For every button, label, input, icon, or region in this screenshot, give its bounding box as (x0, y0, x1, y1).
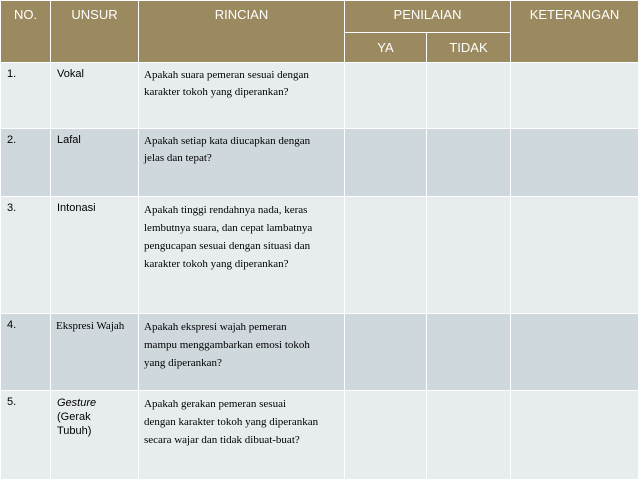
header-no: NO. (1, 1, 51, 63)
cell-keterangan[interactable] (511, 63, 638, 129)
row-number: 4. (1, 314, 51, 391)
row-unsur (51, 197, 139, 314)
header-unsur: UNSUR (51, 1, 139, 63)
rincian-line: Apakah suara pemeran sesuai dengan (144, 67, 342, 84)
unsur-line: Gesture (57, 396, 134, 410)
cell-keterangan[interactable] (511, 129, 638, 197)
rincian-line: karakter tokoh yang diperankan? (144, 84, 342, 101)
rincian-line: Apakah setiap kata diucapkan dengan (144, 133, 342, 150)
unsur-line: Ekspresi Wajah (56, 318, 134, 335)
table-row (1, 129, 638, 197)
table-row (1, 314, 638, 391)
rincian-line: jelas dan tepat? (144, 150, 342, 167)
header-row (1, 1, 638, 33)
row-rincian (139, 197, 345, 314)
rincian-line: mampu menggambarkan emosi tokoh (144, 336, 342, 354)
header-penilaian: PENILAIAN (345, 1, 511, 33)
table-row (1, 63, 638, 129)
rincian-line: lembutnya suara, dan cepat lambatnya (144, 219, 342, 237)
cell-ya[interactable] (345, 314, 427, 391)
row-rincian (139, 391, 345, 480)
cell-tidak[interactable] (427, 63, 511, 129)
header-keterangan: KETERANGAN (511, 1, 638, 63)
table-row (1, 197, 638, 314)
header-rincian: RINCIAN (139, 1, 345, 63)
rincian-line: secara wajar dan tidak dibuat-buat? (144, 431, 342, 449)
header-ya: YA (345, 33, 427, 63)
cell-keterangan[interactable] (511, 314, 638, 391)
cell-tidak[interactable] (427, 129, 511, 197)
rincian-line: Apakah tinggi rendahnya nada, keras (144, 201, 342, 219)
row-rincian (139, 314, 345, 391)
cell-keterangan[interactable] (511, 197, 638, 314)
header-tidak: TIDAK (427, 33, 511, 63)
unsur-line: Vokal (57, 68, 134, 80)
unsur-line: Intonasi (57, 202, 134, 214)
row-unsur (51, 63, 139, 129)
row-number: 3. (1, 197, 51, 314)
rincian-line: yang diperankan? (144, 354, 342, 372)
row-rincian (139, 129, 345, 197)
cell-tidak[interactable] (427, 197, 511, 314)
rincian-line: dengan karakter tokoh yang diperankan (144, 413, 342, 431)
rincian-line: pengucapan sesuai dengan situasi dan (144, 237, 342, 255)
cell-tidak[interactable] (427, 314, 511, 391)
row-rincian (139, 63, 345, 129)
unsur-line: Lafal (57, 134, 134, 146)
unsur-line: (Gerak (57, 410, 134, 424)
cell-ya[interactable] (345, 63, 427, 129)
rincian-line: Apakah ekspresi wajah pemeran (144, 318, 342, 336)
cell-ya[interactable] (345, 129, 427, 197)
row-number: 2. (1, 129, 51, 197)
row-unsur (51, 129, 139, 197)
row-unsur (51, 391, 139, 480)
table-row (1, 391, 638, 480)
row-number: 5. (1, 391, 51, 480)
cell-ya[interactable] (345, 391, 427, 480)
row-unsur (51, 314, 139, 391)
unsur-line: Tubuh) (57, 424, 134, 438)
row-number: 1. (1, 63, 51, 129)
cell-tidak[interactable] (427, 391, 511, 480)
cell-ya[interactable] (345, 197, 427, 314)
cell-keterangan[interactable] (511, 391, 638, 480)
rincian-line: karakter tokoh yang diperankan? (144, 255, 342, 273)
rincian-line: Apakah gerakan pemeran sesuai (144, 395, 342, 413)
